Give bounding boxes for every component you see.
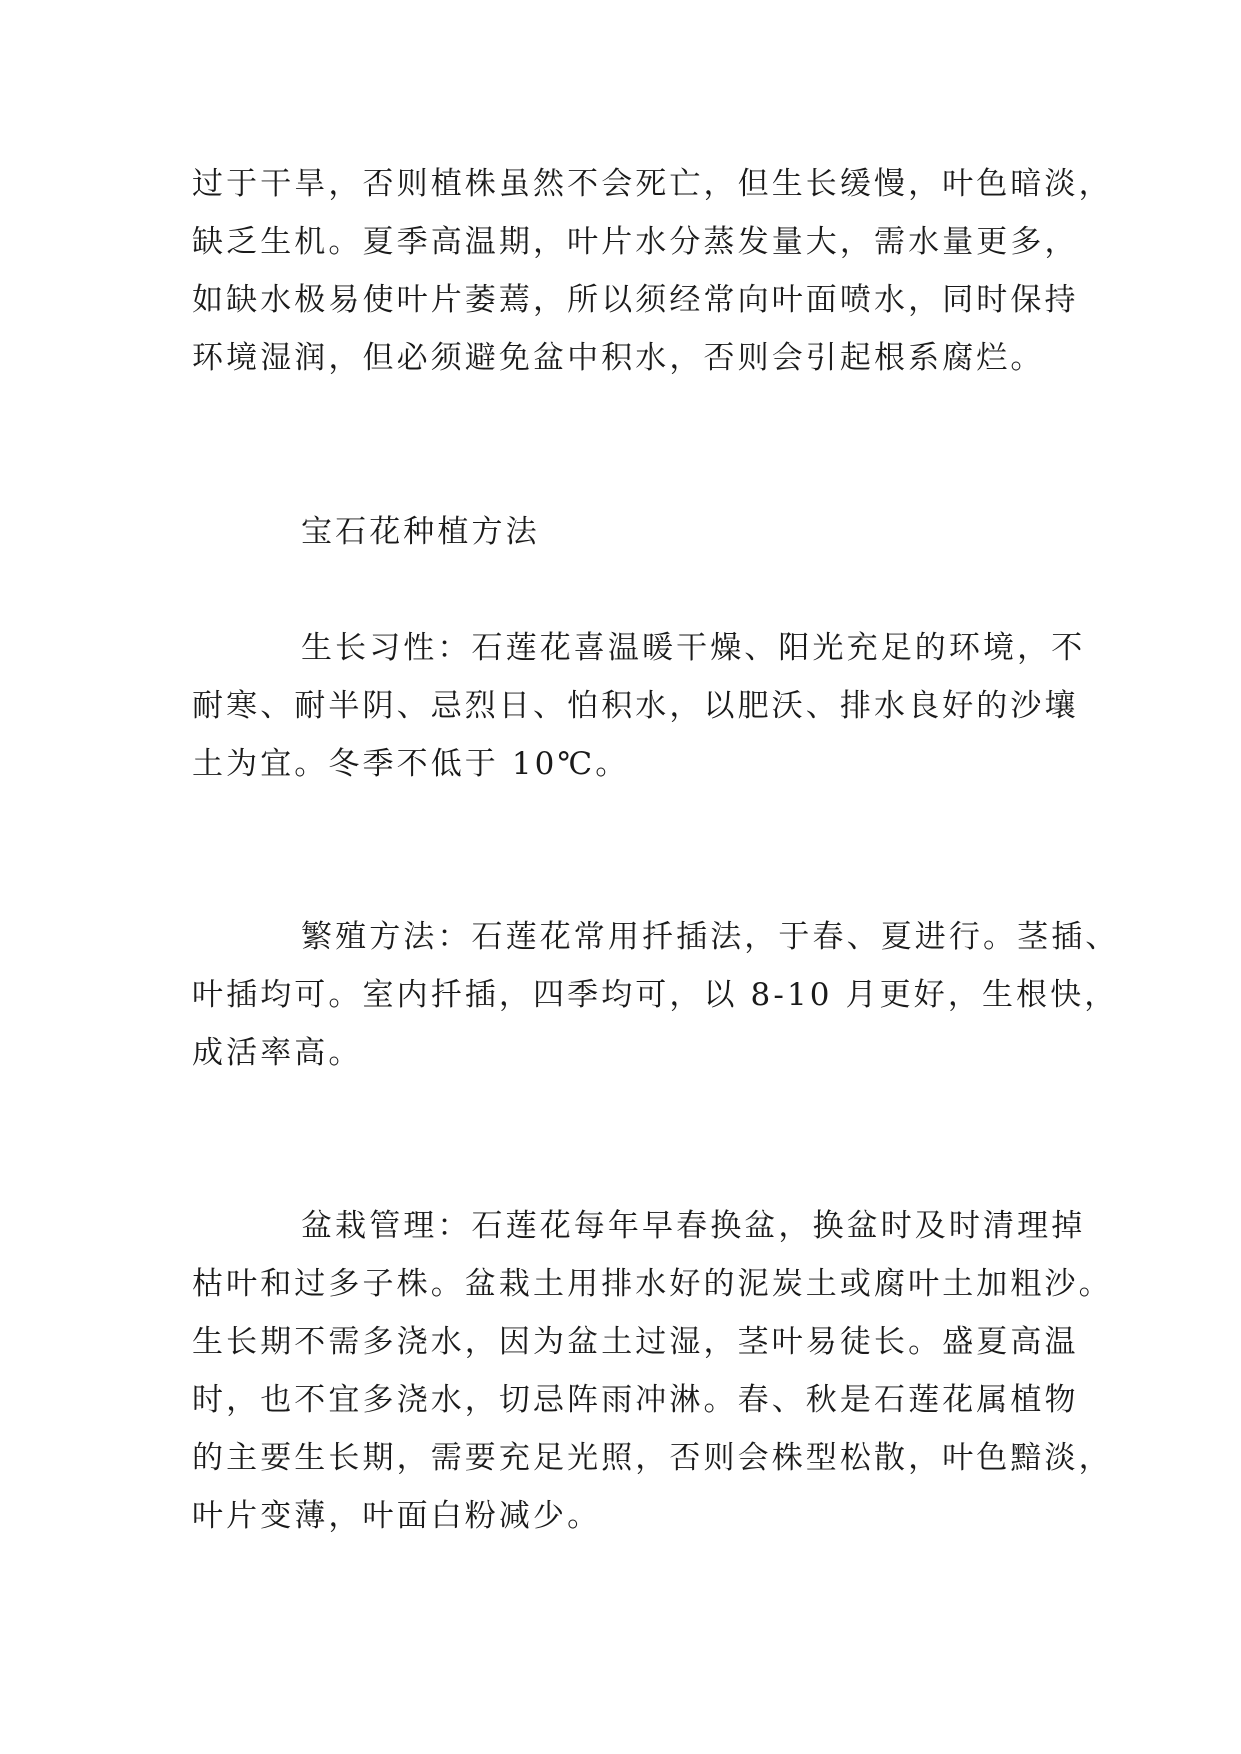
text-line: 叶插均可。室内扦插，四季均可，以 8-10 月更好，生根快，: [192, 977, 1119, 1013]
section-heading: 宝石花种植方法: [301, 514, 540, 550]
text-line: 生长期不需多浇水，因为盆土过湿，茎叶易徒长。盛夏高温: [192, 1324, 1079, 1360]
text-line: 过于干旱，否则植株虽然不会死亡，但生长缓慢，叶色暗淡，: [192, 166, 1113, 202]
text-line: 时，也不宜多浇水，切忌阵雨冲淋。春、秋是石莲花属植物: [192, 1382, 1079, 1418]
text-line: 缺乏生机。夏季高温期，叶片水分蒸发量大，需水量更多，: [192, 224, 1079, 260]
text-line: 成活率高。: [192, 1035, 363, 1071]
text-line: 的主要生长期，需要充足光照，否则会株型松散，叶色黯淡，: [192, 1440, 1113, 1476]
text-line: 耐寒、耐半阴、忌烈日、怕积水，以肥沃、排水良好的沙壤: [192, 688, 1079, 724]
text-line: 叶片变薄，叶面白粉减少。: [192, 1498, 602, 1534]
text-line: 如缺水极易使叶片萎蔫，所以须经常向叶面喷水，同时保持: [192, 282, 1079, 318]
text-line: 土为宜。冬季不低于 10℃。: [192, 746, 630, 782]
text-line: 繁殖方法：石莲花常用扦插法，于春、夏进行。茎插、: [301, 919, 1120, 955]
text-line: 盆栽管理：石莲花每年早春换盆，换盆时及时清理掉: [301, 1208, 1086, 1244]
text-line: 环境湿润，但必须避免盆中积水，否则会引起根系腐烂。: [192, 340, 1045, 376]
text-line: 枯叶和过多子株。盆栽土用排水好的泥炭土或腐叶土加粗沙。: [192, 1266, 1113, 1302]
text-line: 生长习性：石莲花喜温暖干燥、阳光充足的环境，不: [301, 630, 1086, 666]
